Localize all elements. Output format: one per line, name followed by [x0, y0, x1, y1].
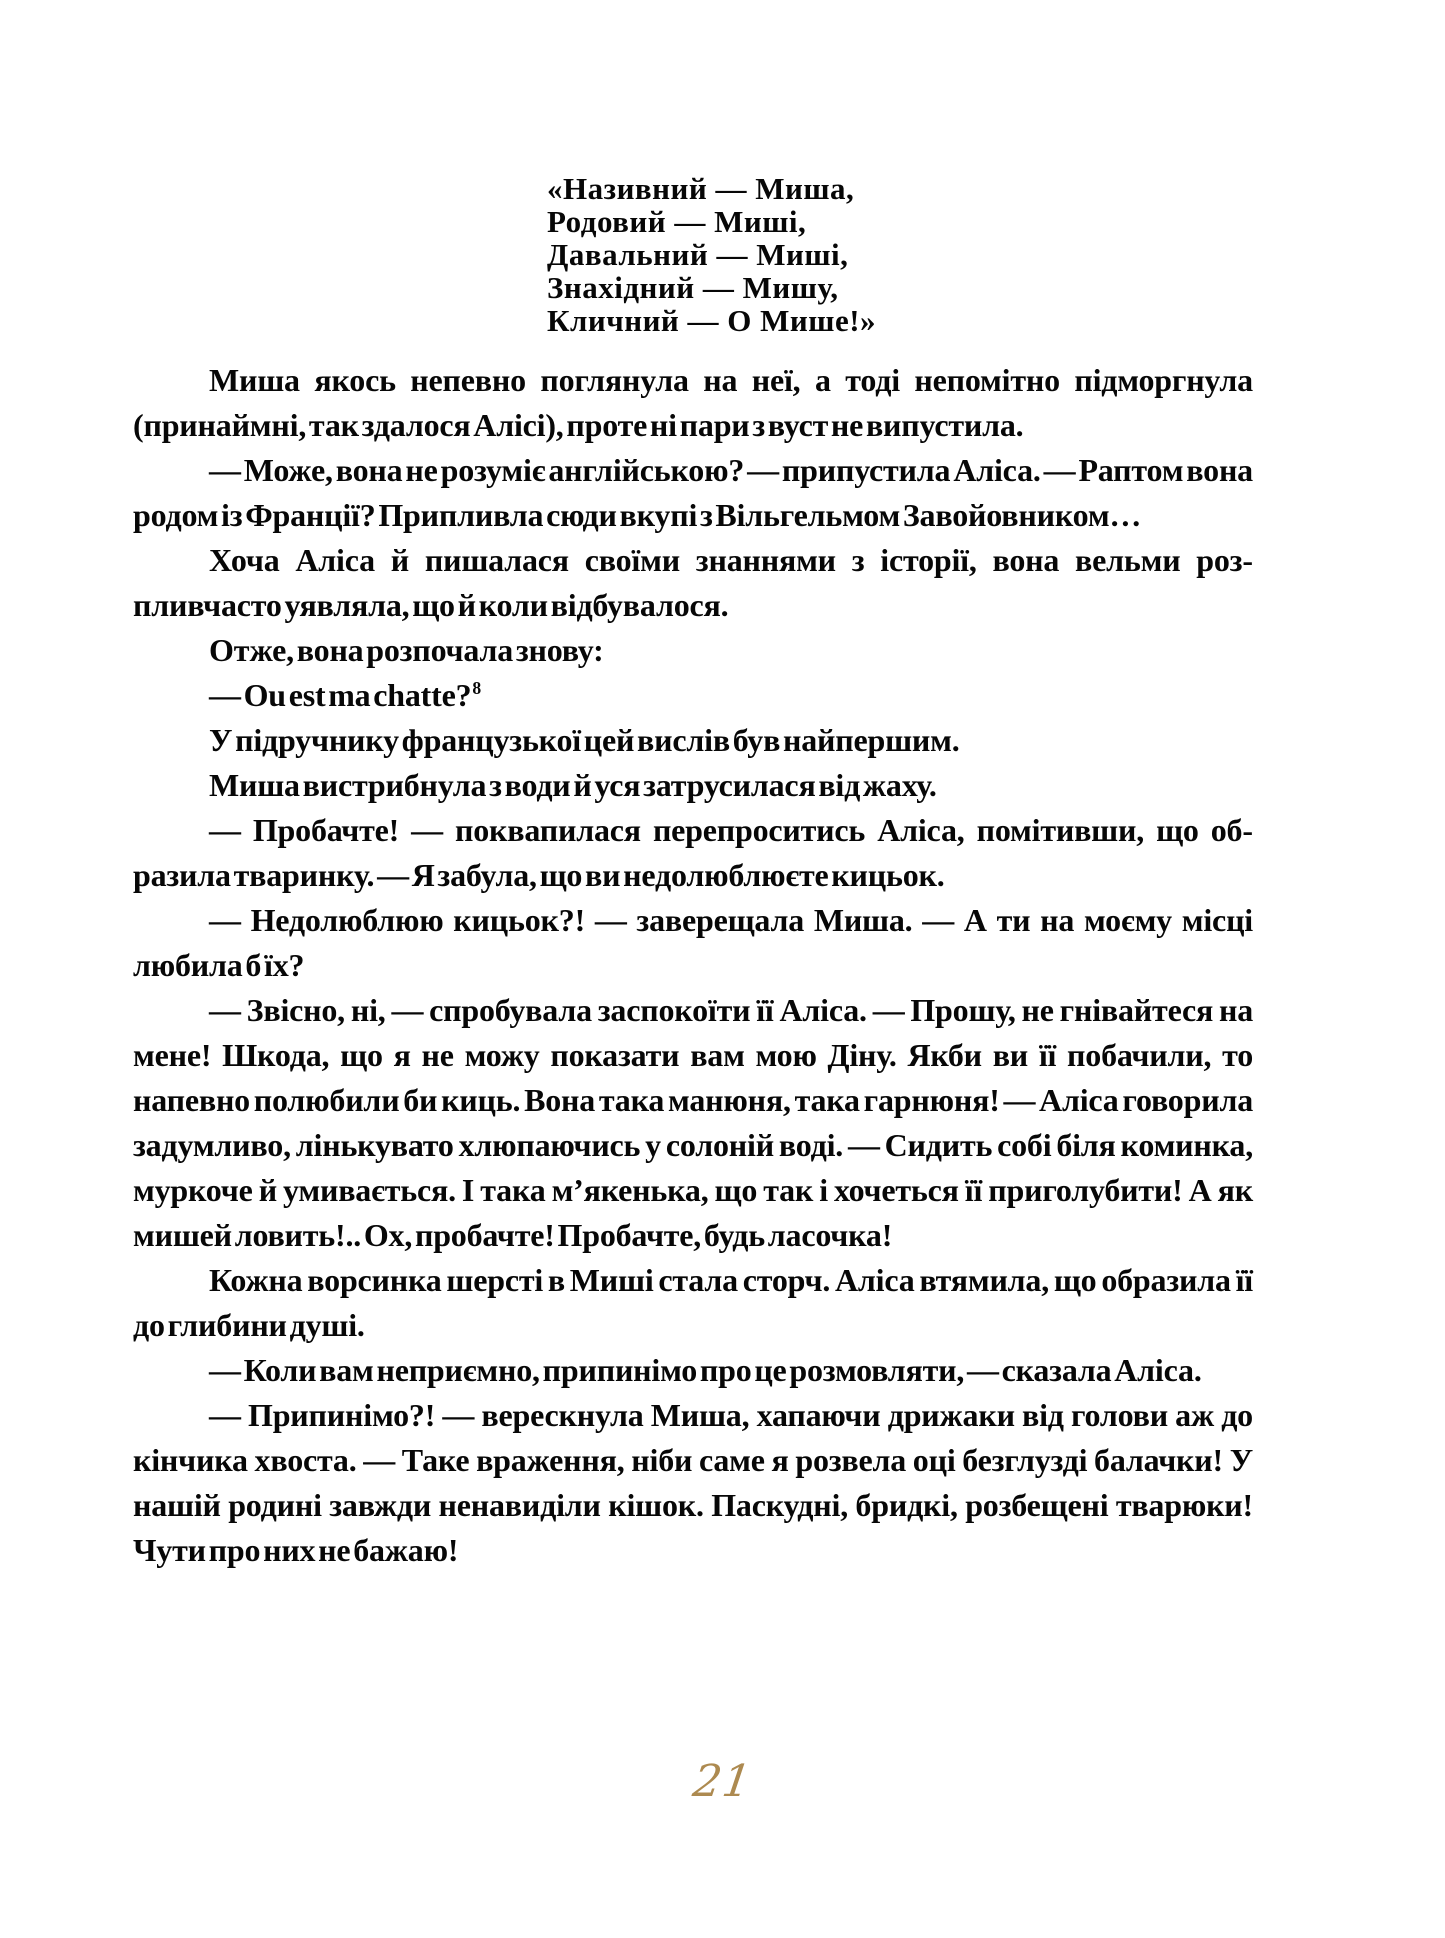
paragraph: — Може, вона не розуміє англійською? — припустила Аліса. — Раптом вона родом із Франції? Припливла сюди вкупі з Вільгельмом Завойовником… [133, 452, 1253, 533]
paragraph: Миша якось непевно поглянула на неї, а тоді непомітно підморгнула (принаймні, так здалося Алісі), проте ні пари з вуст не випустила. [133, 362, 1253, 443]
paragraph: Кожна ворсинка шерсті в Миші стала сторч. Аліса втямила, що образила її до глибини душі. [133, 1262, 1253, 1343]
poem-line: Знахідний — Мишу, [547, 270, 839, 305]
page-number: 21 [689, 1756, 756, 1807]
paragraph: — Припинімо?! — верескнула Миша, хапаючи дрижаки від голови аж до кінчика хвоста. — Таке враження, ніби саме я розвела оці безглузді балачки! У нашій родині завжди ненавиділи кішок. Паскудні, бридкі, розбещені тварюки! Чути про них не бажаю! [133, 1397, 1253, 1568]
french-phrase-text: — Ou est ma chatte? [209, 677, 472, 713]
paragraph: — Недолюблюю кицьок?! — заверещала Миша. — А ти на моєму місці любила б їх? [133, 902, 1253, 983]
declension-poem [547, 172, 876, 337]
paragraph: — Пробачте! — поквапилася перепроситись Аліса, помітивши, що образила тваринку. — Я забула, що ви недолюблюєте кицьок. [133, 812, 1253, 893]
paragraph: У підручнику французької цей вислів був найпершим. [209, 722, 960, 758]
paragraph: — Коли вам неприємно, припинімо про це розмовляти, — сказала Аліса. [209, 1352, 1202, 1388]
poem-line: Кличний — О Мише!» [547, 303, 877, 338]
paragraph-french-phrase [133, 673, 1253, 718]
page-text-block [133, 358, 1253, 1573]
paragraph: Миша вистрибнула з води й уся затрусилася від жаху. [209, 767, 937, 803]
poem-line: Родовий — Миші, [547, 204, 807, 239]
poem-line: Давальний — Миші, [547, 237, 849, 272]
poem-line: «Називний — Миша, [547, 171, 855, 206]
paragraph: Хоча Аліса й пишалася своїми знаннями з історії, вона вельми розпливчасто уявляла, що й коли відбувалося. [133, 542, 1253, 623]
paragraph: Отже, вона розпочала знову: [209, 632, 604, 668]
footnote-marker: 8 [472, 678, 481, 699]
paragraph: — Звісно, ні, — спробувала заспокоїти її Аліса. — Прошу, не гнівайтеся на мене! Шкода, що я не можу показати вам мою Діну. Якби ви її побачили, то напевно полюбили би киць. Вона така манюня, така гарнюня! — Аліса говорила задумливо, лінькувато хлюпаючись у солоній воді. — Сидить собі біля коминка, муркоче й умивається. І така м’якенька, що так і хочеться її приголубити! А як мишей ловить!.. Ох, пробачте! Пробачте, будь ласочка! [133, 992, 1253, 1253]
